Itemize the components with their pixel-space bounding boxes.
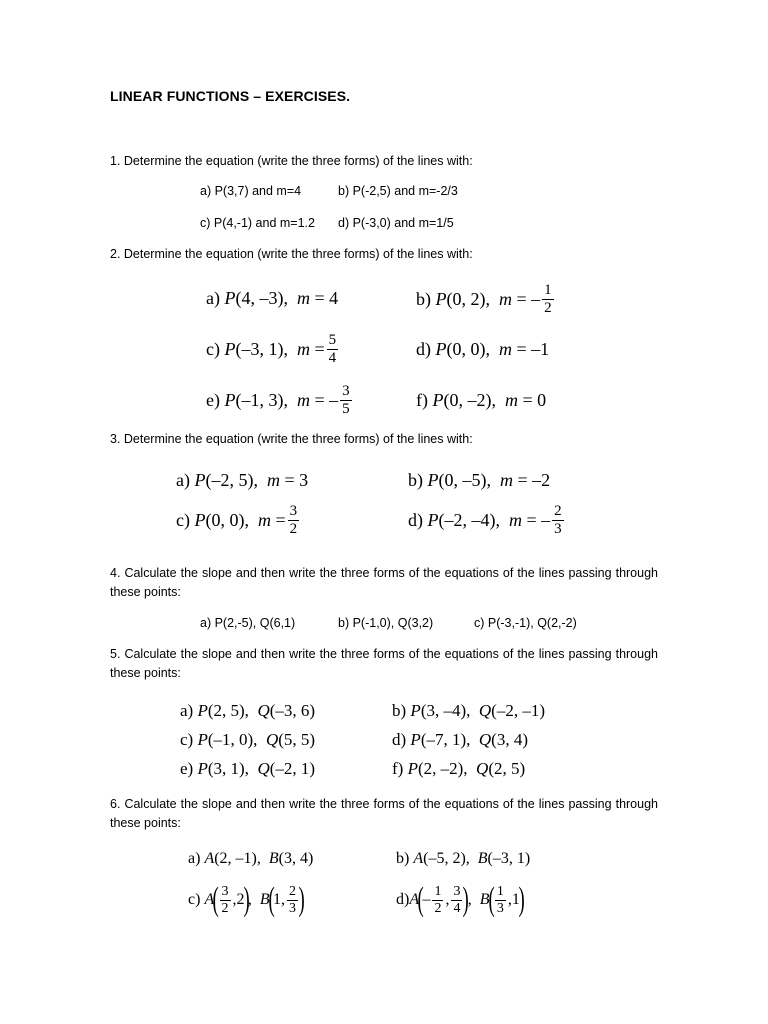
q4-item-a: a) P(2,-5), Q(6,1)	[200, 616, 296, 630]
question-2-text: 2. Determine the equation (write the three forms) of the lines with:	[110, 247, 473, 261]
q5-item-d: d) P (–7, 1), Q (3, 4)	[392, 730, 528, 749]
q6-d-paren-close-b: )	[518, 881, 525, 918]
q2-c-fraction: $\frac{5}{4}$	[328, 331, 337, 366]
q6-item-c: c) A ( $\frac{3}{2}$ ,2 ) , B ( 1, $\frac{2}{3}$ )	[188, 881, 305, 918]
q6-d-paren-close-a: )	[462, 881, 470, 918]
q5-item-c: c) P (–1, 0), Q (5, 5)	[180, 730, 316, 749]
q6-item-d: d) A ( – $\frac{1}{2}$ , $\frac{3}{4}$ ) , B ( $\frac{1}{3}$ ,1 )	[396, 881, 525, 918]
question-3-text: 3. Determine the equation (write the three forms) of the lines with:	[110, 432, 473, 446]
q6-d-paren-open-b: (	[488, 881, 495, 918]
q5-item-a: a) P (2, 5), Q (–3, 6)	[180, 701, 316, 720]
q5-item-f: f) P (2, –2), Q (2, 5)	[392, 759, 526, 778]
q1-item-b: b) P(-2,5) and m=-2/3	[338, 184, 458, 198]
question-1-text: 1. Determine the equation (write the three forms) of the lines with:	[110, 154, 473, 168]
q2-item-d: d) P (0, 0), m = –1	[416, 338, 550, 359]
q6-c-a-fraction: $\frac{3}{2}$	[221, 883, 229, 916]
q1-item-a: a) P(3,7) and m=4	[200, 184, 302, 198]
q6-c-paren-open-a: (	[212, 881, 219, 918]
q2-e-fraction: $\frac{3}{5}$	[342, 382, 350, 417]
q6-c-b-fraction: $\frac{2}{3}$	[288, 883, 296, 916]
page-title: LINEAR FUNCTIONS – EXERCISES.	[110, 88, 351, 104]
q6-c-paren-close-b: )	[298, 881, 305, 918]
q5-item-e: e) P (3, 1), Q (–2, 1)	[180, 759, 316, 778]
question-6-text: 6. Calculate the slope and then write the three forms of the equations of the lines passing through these points:	[110, 797, 658, 830]
q2-item-b: b) P (0, 2), m = – $\frac{1}{2}$	[416, 281, 552, 316]
q6-c-paren-open-b: (	[268, 881, 275, 918]
q6-item-a: a) A (2, –1), B (3, 4)	[188, 850, 314, 867]
q3-item-c: c) P (0, 0), m = $\frac{3}{2}$	[176, 502, 298, 537]
q1-item-c: c) P(4,-1) and m=1.2	[200, 216, 315, 230]
question-5-text: 5. Calculate the slope and then write the three forms of the equations of the lines passing through these points:	[110, 647, 658, 680]
q6-d-a-fraction-1: $\frac{1}{2}$	[434, 883, 442, 916]
q5-item-b: b) P (3, –4), Q (–2, –1)	[392, 701, 545, 720]
q2-item-a: a) P (4, –3), m = 4	[206, 287, 339, 308]
q4-item-b: b) P(-1,0), Q(3,2)	[338, 616, 434, 630]
q6-d-b-fraction: $\frac{1}{3}$	[496, 883, 504, 916]
q3-item-a: a) P (–2, 5), m = 3	[176, 469, 309, 490]
q1-item-d: d) P(-3,0) and m=1/5	[338, 216, 454, 230]
q6-d-paren-open-a: (	[417, 881, 424, 918]
q2-item-c: c) P (–3, 1), m = $\frac{5}{4}$	[206, 331, 337, 366]
q6-item-b: b) A (–5, 2), B (–3, 1)	[396, 850, 531, 867]
q3-d-fraction: $\frac{2}{3}$	[554, 502, 562, 537]
question-4-text: 4. Calculate the slope and then write the three forms of the equations of the lines passing through these points:	[110, 566, 658, 599]
q3-item-b: b) P (0, –5), m = –2	[408, 469, 551, 490]
q3-c-fraction: $\frac{3}{2}$	[289, 502, 298, 537]
q2-b-fraction: $\frac{1}{2}$	[544, 281, 552, 316]
q4-item-c: c) P(-3,-1), Q(2,-2)	[474, 616, 577, 630]
q6-d-a-fraction-2: $\frac{3}{4}$	[453, 883, 461, 916]
q6-c-paren-close-a: )	[243, 881, 250, 918]
q3-item-d: d) P (–2, –4), m = – $\frac{2}{3}$	[408, 502, 562, 537]
q2-item-f: f) P (0, –2), m = 0	[416, 389, 547, 410]
q2-item-e: e) P (–1, 3), m = – $\frac{3}{5}$	[206, 382, 350, 417]
